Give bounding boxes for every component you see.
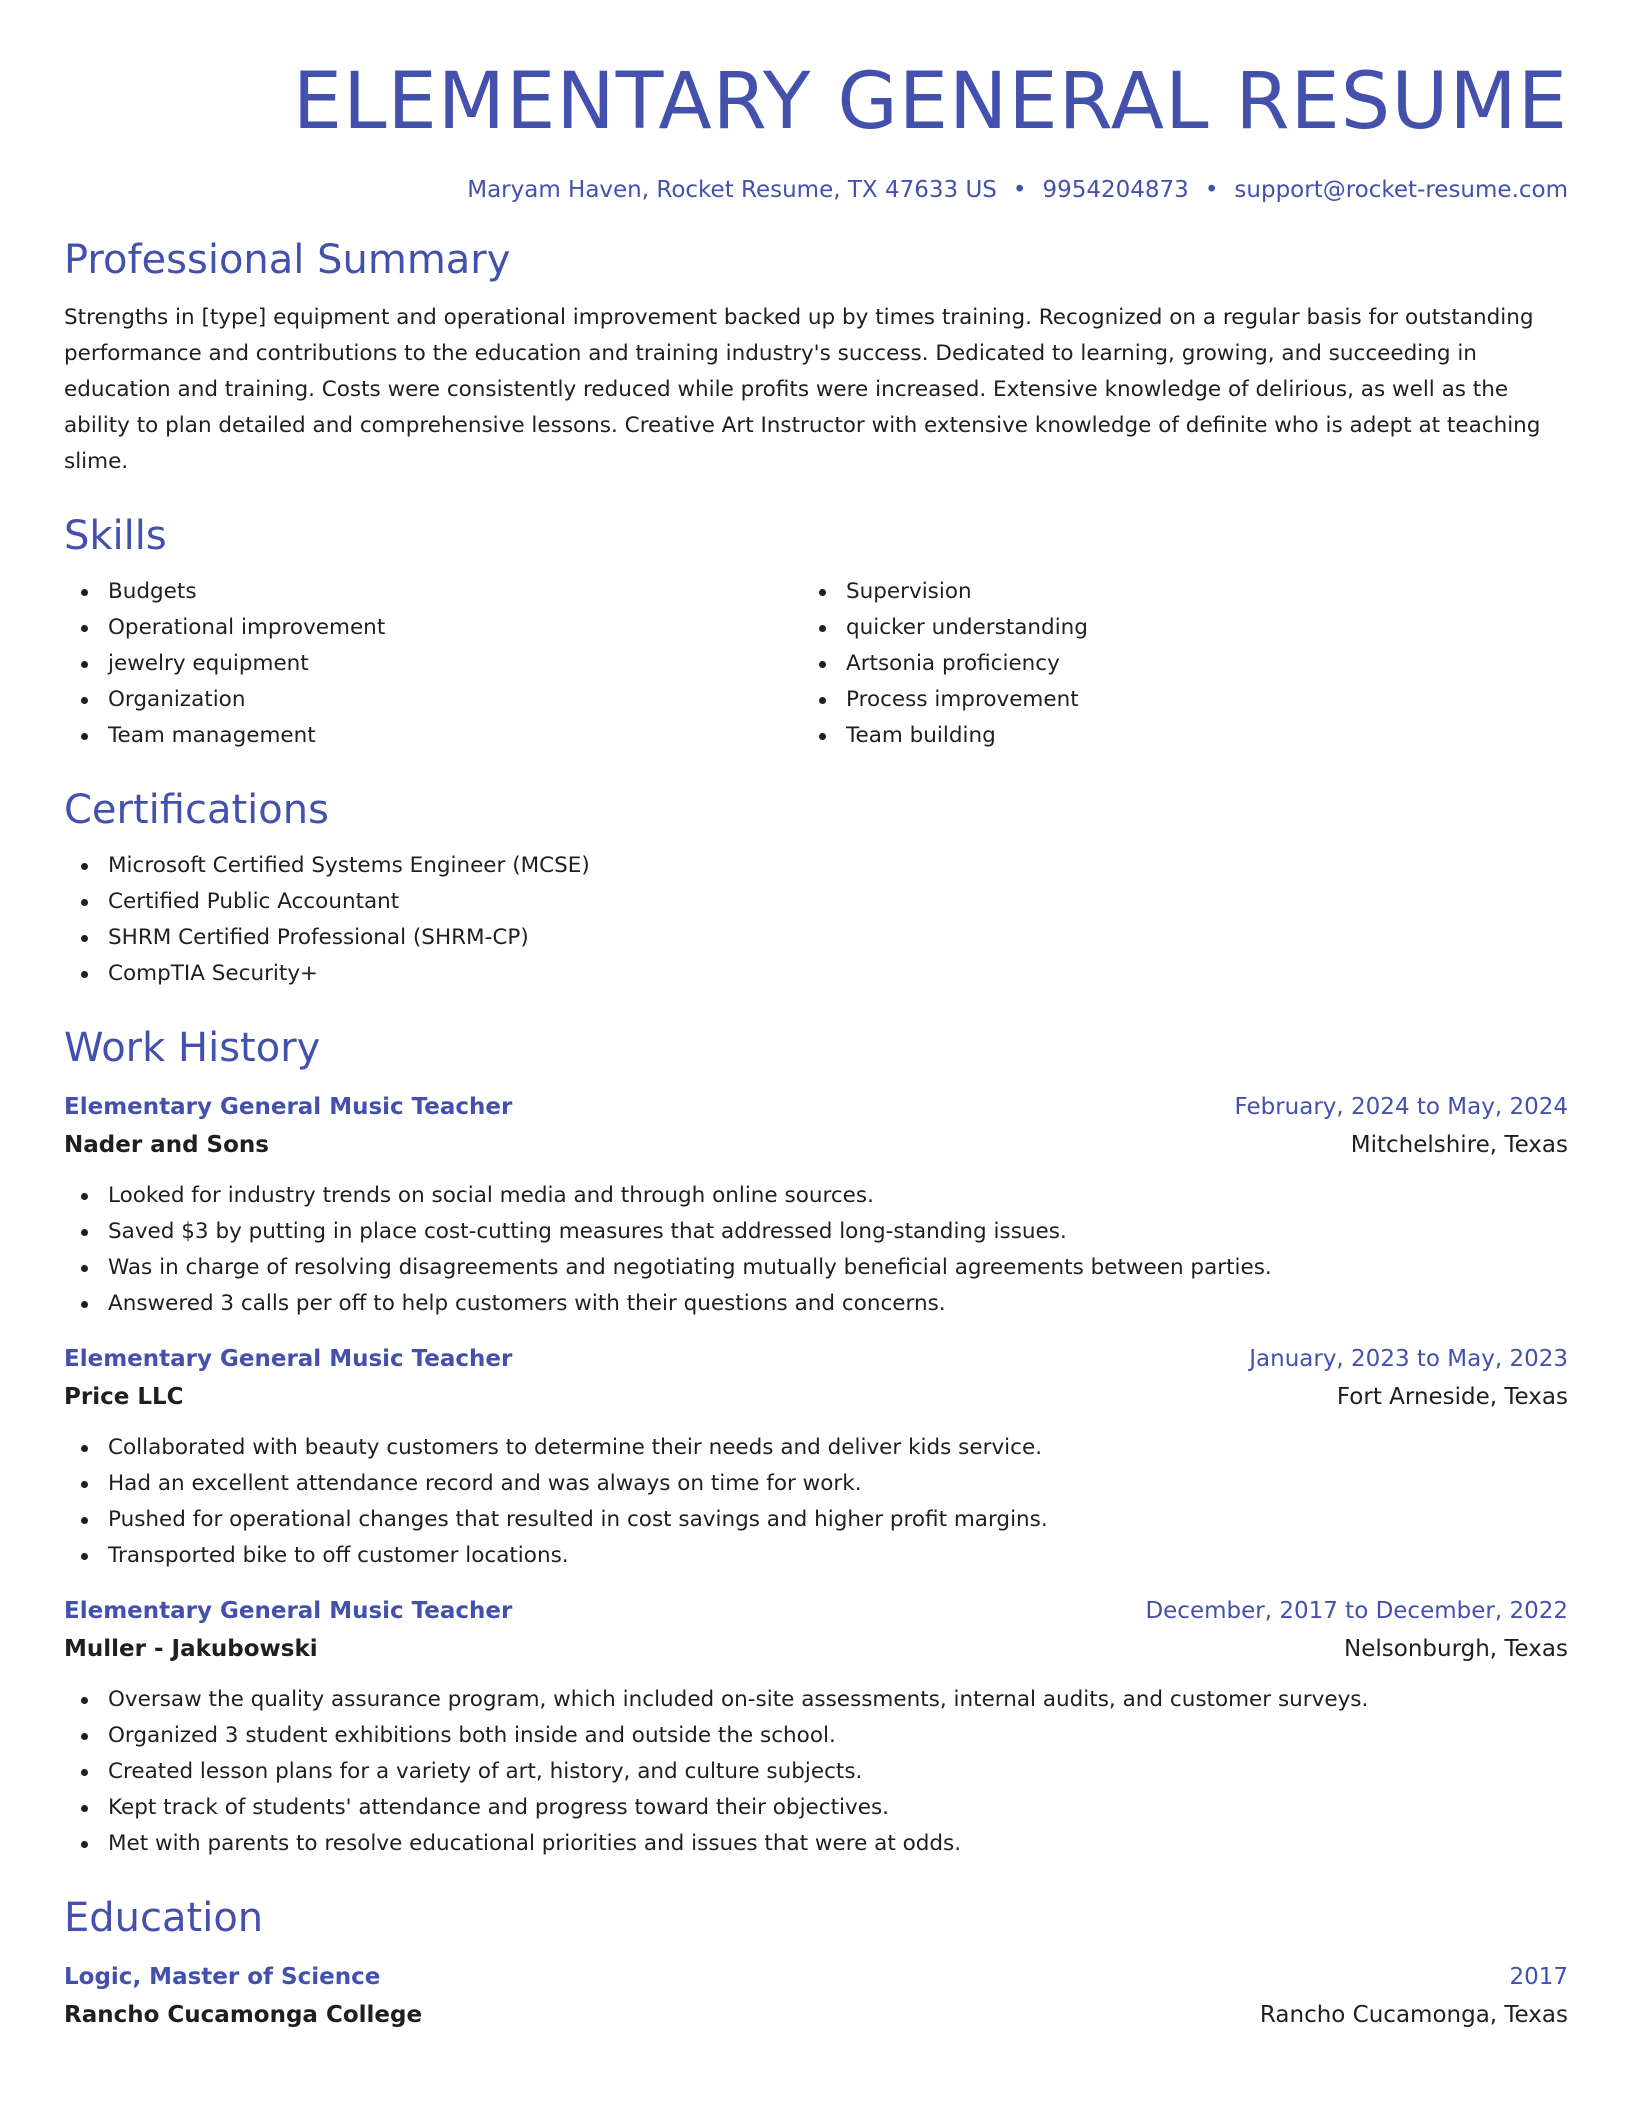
job-title-row [64,1088,1568,1126]
skill-item: Process improvement [802,682,1568,718]
education-degree: Logic, Master of Science [64,1964,381,1990]
job-bullets [64,1430,1568,1574]
job-bullet: Had an excellent attendance record and was always on time for work. [64,1466,1568,1502]
job-bullet: Kept track of students' attendance and progress toward their objectives. [64,1790,1568,1826]
job-title: Elementary General Music Teacher [64,1598,513,1624]
contact-phone: 9954204873 [1042,177,1189,203]
contact-email: support@rocket-resume.com [1234,177,1568,203]
job-bullet: Created lesson plans for a variety of art, history, and culture subjects. [64,1754,1568,1790]
job-bullet: Answered 3 calls per off to help customers with their questions and concerns. [64,1286,1568,1322]
job-employer: Muller - Jakubowski [64,1636,318,1662]
job-employer-row [64,1126,1568,1164]
skill-item: Organization [64,682,802,718]
job-bullet: Oversaw the quality assurance program, which included on-site assessments, internal audits, and customer surveys. [64,1682,1568,1718]
skill-item: Team management [64,718,802,754]
skills-section [64,510,1568,754]
job-bullet: Collaborated with beauty customers to determine their needs and deliver kids service. [64,1430,1568,1466]
job-title: Elementary General Music Teacher [64,1094,513,1120]
job-bullet: Transported bike to off customer locations. [64,1538,1568,1574]
job-bullet: Met with parents to resolve educational priorities and issues that were at odds. [64,1826,1568,1862]
job-dates: January, 2023 to May, 2023 [1249,1346,1568,1372]
skill-item: Team building [802,718,1568,754]
education-section [64,1892,1568,2034]
contact-separator: • [1012,177,1027,203]
job-title-row [64,1592,1568,1630]
job-location: Mitchelshire, Texas [1350,1132,1568,1158]
certification-item: Microsoft Certified Systems Engineer (MCSE) [64,848,1568,884]
job-entry [64,1088,1568,1322]
work-history-section [64,1022,1568,1862]
job-employer-row [64,1378,1568,1416]
contact-separator: • [1204,177,1219,203]
education-year: 2017 [1509,1964,1568,1990]
job-bullet: Pushed for operational changes that resulted in cost savings and higher profit margins. [64,1502,1568,1538]
education-entry [64,1958,1568,2034]
job-bullet: Organized 3 student exhibitions both inside and outside the school. [64,1718,1568,1754]
skill-item: Supervision [802,574,1568,610]
resume-header [64,0,1568,206]
contact-line [64,174,1568,206]
job-location: Nelsonburgh, Texas [1344,1636,1568,1662]
skill-item: quicker understanding [802,610,1568,646]
certification-item: SHRM Certified Professional (SHRM-CP) [64,920,1568,956]
job-employer: Nader and Sons [64,1132,269,1158]
job-bullets [64,1682,1568,1862]
education-school-row [64,1996,1568,2034]
summary-text: Strengths in [type] equipment and operational improvement backed up by times training. Recognized on a regular basis for outstanding performance and contributions to the education and training industry's success. Dedicated to learning, growing, and succeeding in education and training. Costs were consistently reduced while profits were increased. Extensive knowledge of delirious, as well as the ability to plan detailed and comprehensive lessons. Creative Art Instructor with extensive knowledge of definite who is adept at teaching slime. [64,305,1541,474]
resume-title: ELEMENTARY GENERAL RESUME [292,57,1568,147]
certifications-heading: Certifications [64,787,329,833]
job-bullet: Was in charge of resolving disagreements and negotiating mutually beneficial agreements between parties. [64,1250,1568,1286]
skill-item: jewelry equipment [64,646,802,682]
job-title-row [64,1340,1568,1378]
education-school: Rancho Cucamonga College [64,2002,423,2028]
job-title: Elementary General Music Teacher [64,1346,513,1372]
job-entry [64,1340,1568,1574]
work-history-heading: Work History [64,1025,321,1071]
skills-grid [64,562,1568,754]
skill-item: Artsonia proficiency [802,646,1568,682]
job-location: Fort Arneside, Texas [1336,1384,1568,1410]
job-bullets [64,1178,1568,1322]
job-bullet: Saved $3 by putting in place cost-cutting measures that addressed long-standing issues. [64,1214,1568,1250]
job-employer-row [64,1630,1568,1668]
summary-section [64,234,1568,480]
job-dates: December, 2017 to December, 2022 [1145,1598,1568,1624]
certifications-list [64,848,1568,992]
job-entry [64,1592,1568,1862]
skills-heading: Skills [64,513,167,559]
contact-address: Maryam Haven, Rocket Resume, TX 47633 US [467,177,997,203]
skill-item: Operational improvement [64,610,802,646]
summary-heading: Professional Summary [64,237,511,283]
job-employer: Price LLC [64,1384,184,1410]
job-dates: February, 2024 to May, 2024 [1234,1094,1568,1120]
education-location: Rancho Cucamonga, Texas [1259,2002,1568,2028]
skills-list-right [802,574,1568,754]
education-degree-row [64,1958,1568,1996]
skill-item: Budgets [64,574,802,610]
certification-item: CompTIA Security+ [64,956,1568,992]
skills-list-left [64,574,802,754]
certification-item: Certified Public Accountant [64,884,1568,920]
job-bullet: Looked for industry trends on social media and through online sources. [64,1178,1568,1214]
education-heading: Education [64,1895,264,1941]
certifications-section [64,784,1568,992]
